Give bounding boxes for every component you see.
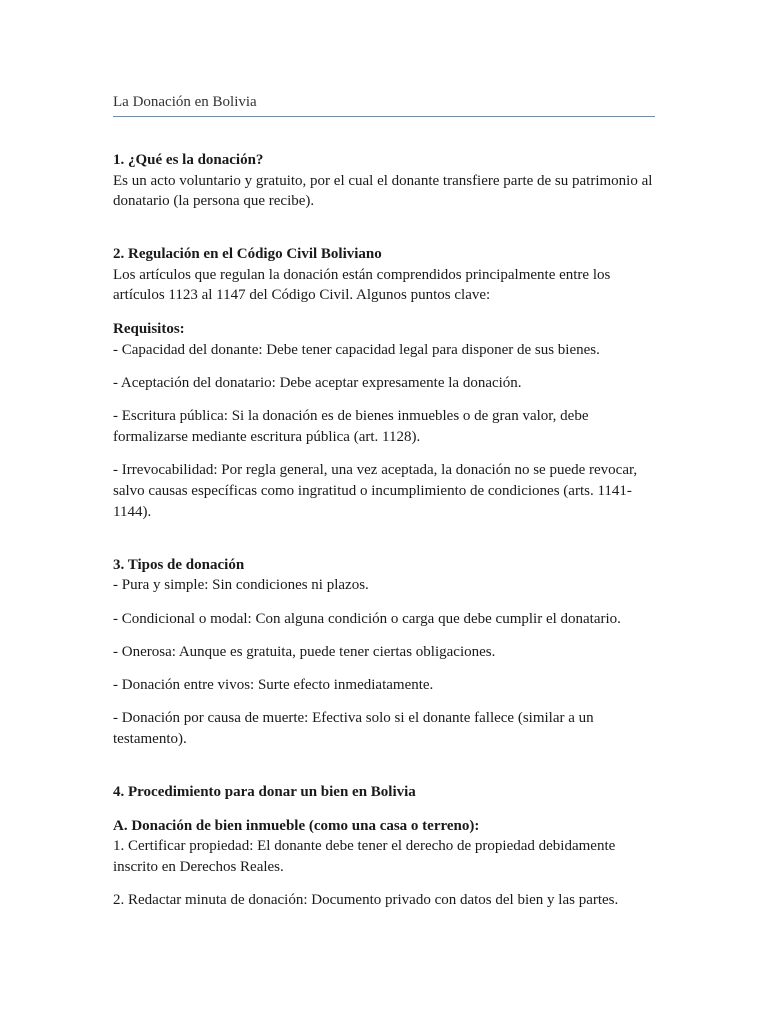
document-title: La Donación en Bolivia bbox=[113, 92, 655, 117]
list-item: - Donación entre vivos: Surte efecto inmediatamente. bbox=[113, 677, 434, 694]
subsection-heading-real-estate: A. Donación de bien inmueble (como una casa o terreno): bbox=[113, 817, 480, 834]
section-heading: 3. Tipos de donación bbox=[113, 556, 245, 573]
section-donation-types bbox=[113, 555, 655, 750]
list-item: 2. Redactar minuta de donación: Documento privado con datos del bien y las partes. bbox=[113, 892, 619, 909]
list-item: - Onerosa: Aunque es gratuita, puede tener ciertas obligaciones. bbox=[113, 643, 496, 660]
list-item: - Aceptación del donatario: Debe aceptar expresamente la donación. bbox=[113, 374, 522, 391]
requisitos-heading: Requisitos: bbox=[113, 321, 185, 338]
section-what-is-donation bbox=[113, 150, 655, 212]
section-heading: 1. ¿Qué es la donación? bbox=[113, 152, 264, 168]
list-item: - Escritura pública: Si la donación es de bienes inmuebles o de gran valor, debe formalizarse mediante escritura pública (art. 1128). bbox=[113, 408, 589, 446]
section-civil-code bbox=[113, 244, 655, 523]
list-item: - Condicional o modal: Con alguna condición o carga que debe cumplir el donatario. bbox=[113, 610, 621, 627]
section-body: Los artículos que regulan la donación están comprendidos principalmente entre los artículos 1123 al 1147 del Código Civil. Algunos puntos clave: bbox=[113, 266, 611, 304]
list-item: 1. Certificar propiedad: El donante debe tener el derecho de propiedad debidamente inscrito en Derechos Reales. bbox=[113, 838, 616, 875]
list-item: - Donación por causa de muerte: Efectiva solo si el donante fallece (similar a un testamento). bbox=[113, 710, 594, 748]
section-body: Es un acto voluntario y gratuito, por el cual el donante transfiere parte de su patrimonio al donatario (la persona que recibe). bbox=[113, 172, 653, 210]
document-page bbox=[113, 92, 655, 911]
section-heading: 4. Procedimiento para donar un bien en Bolivia bbox=[113, 784, 416, 801]
list-item: - Capacidad del donante: Debe tener capacidad legal para disponer de sus bienes. bbox=[113, 341, 600, 358]
list-item: - Irrevocabilidad: Por regla general, una vez aceptada, la donación no se puede revocar, salvo causas específicas como ingratitud o incumplimiento de condiciones (arts. 1141-1144). bbox=[113, 462, 638, 520]
list-item: - Pura y simple: Sin condiciones ni plazos. bbox=[113, 577, 369, 594]
section-heading: 2. Regulación en el Código Civil Boliviano bbox=[113, 246, 382, 263]
section-procedure bbox=[113, 782, 655, 911]
